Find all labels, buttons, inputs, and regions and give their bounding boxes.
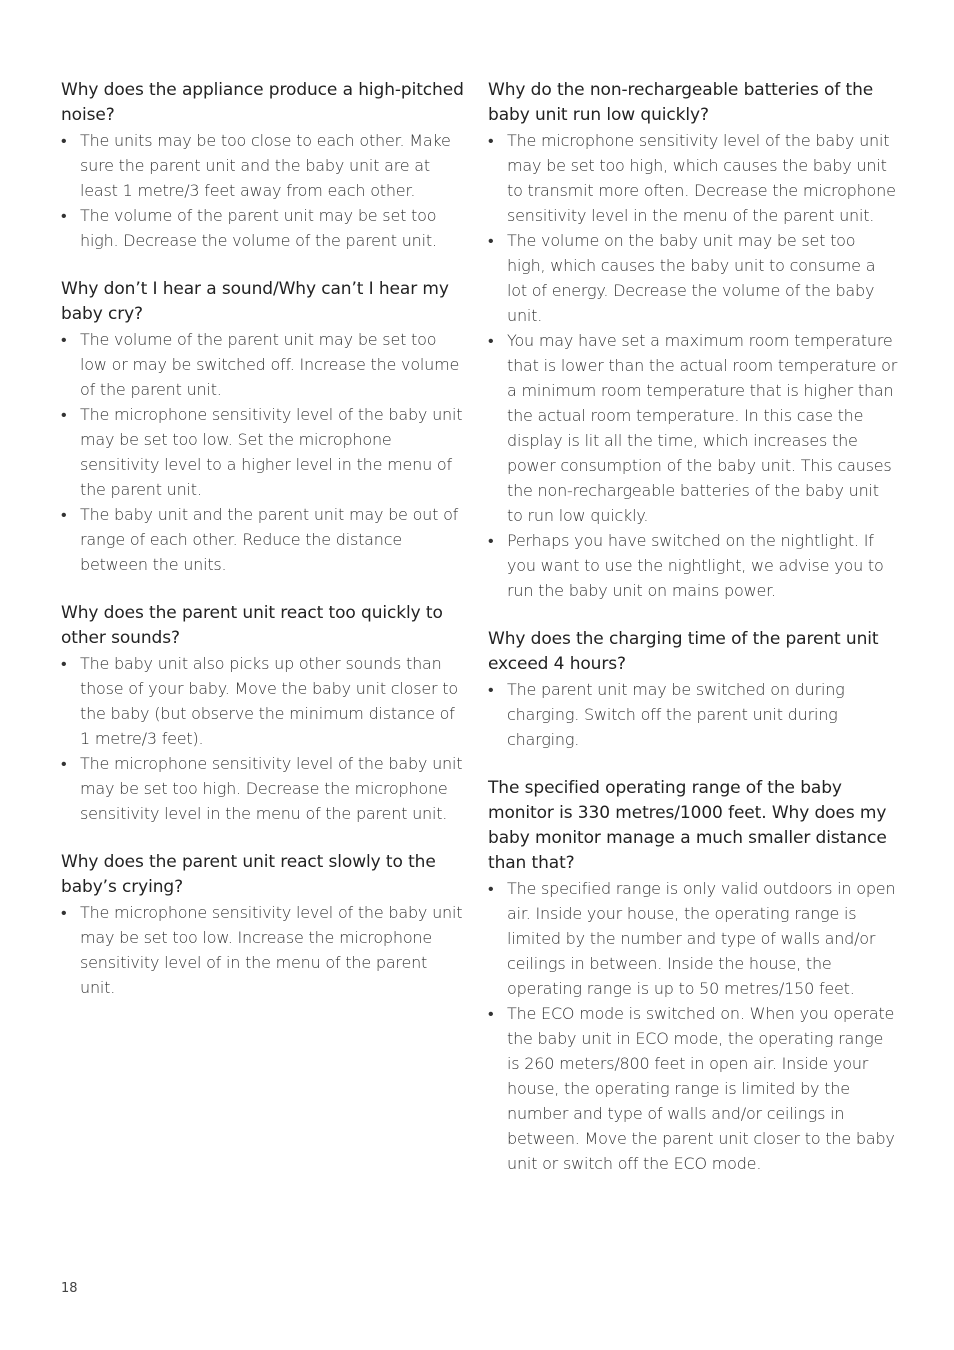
- faq-answer-item: [488, 1001, 898, 1176]
- bullet-icon: •: [488, 331, 494, 350]
- bullet-icon: •: [61, 754, 67, 773]
- faq-answer-text: The volume of the parent unit may be set too low or may be switched off. Increase the volume of the parent unit.: [80, 330, 460, 399]
- faq-answer-item: [61, 203, 467, 253]
- faq-section: [61, 601, 467, 826]
- right-column: [488, 78, 898, 1200]
- faq-answer-text: The microphone sensitivity level of the baby unit may be set too low. Set the microphone sensitivity level to a higher level in the menu of the parent unit.: [80, 405, 463, 499]
- page-number: 18: [61, 1281, 78, 1296]
- bullet-icon: •: [61, 330, 67, 349]
- faq-answer-text: The parent unit may be switched on during charging. Switch off the parent unit during charging.: [507, 680, 845, 749]
- bullet-icon: •: [61, 654, 67, 673]
- faq-answer-list: [488, 677, 898, 752]
- faq-answer-item: [488, 876, 898, 1001]
- faq-answer-list: [488, 876, 898, 1176]
- faq-section: [488, 776, 898, 1176]
- faq-section: [61, 78, 467, 253]
- faq-answer-list: [61, 128, 467, 253]
- bullet-icon: •: [488, 131, 494, 150]
- bullet-icon: •: [488, 531, 494, 550]
- faq-answer-list: [61, 327, 467, 577]
- faq-question: Why does the parent unit react slowly to the baby’s crying?: [61, 852, 436, 897]
- bullet-icon: •: [488, 680, 494, 699]
- bullet-icon: •: [61, 206, 67, 225]
- bullet-icon: •: [488, 231, 494, 250]
- faq-answer-item: [488, 528, 898, 603]
- faq-section: [488, 627, 898, 752]
- faq-answer-list: [61, 651, 467, 826]
- faq-answer-item: [488, 128, 898, 228]
- bullet-icon: •: [61, 903, 67, 922]
- faq-answer-text: The volume of the parent unit may be set too high. Decrease the volume of the parent unit.: [80, 206, 437, 250]
- bullet-icon: •: [61, 505, 67, 524]
- faq-answer-text: You may have set a maximum room temperature that is lower than the actual room temperature or a minimum room temperature that is higher than the actual room temperature. In this case the display is lit all the time, which increases the power consumption of the baby unit. This causes the non-rechargeable batteries of the baby unit to run low quickly.: [507, 331, 898, 525]
- faq-answer-text: The microphone sensitivity level of the baby unit may be set too low. Increase the microphone sensitivity level of in the menu of the parent unit.: [80, 903, 463, 997]
- faq-answer-text: The units may be too close to each other. Make sure the parent unit and the baby unit are at least 1 metre/3 feet away from each other.: [80, 131, 451, 200]
- bullet-icon: •: [488, 1004, 494, 1023]
- faq-answer-text: The microphone sensitivity level of the baby unit may be set too high, which causes the baby unit to transmit more often. Decrease the microphone sensitivity level in the menu of the parent unit.: [507, 131, 896, 225]
- left-column: [61, 78, 467, 1024]
- faq-answer-item: [488, 677, 898, 752]
- faq-answer-item: [488, 328, 898, 528]
- bullet-icon: •: [61, 405, 67, 424]
- faq-answer-item: [61, 900, 467, 1000]
- faq-answer-item: [488, 228, 898, 328]
- faq-answer-text: The volume on the baby unit may be set too high, which causes the baby unit to consume a lot of energy. Decrease the volume of the baby unit.: [507, 231, 876, 325]
- faq-section: [61, 850, 467, 1000]
- faq-answer-text: Perhaps you have switched on the nightlight. If you want to use the nightlight, we advise you to run the baby unit on mains power.: [507, 531, 884, 600]
- faq-section: [488, 78, 898, 603]
- bullet-icon: •: [488, 879, 494, 898]
- faq-answer-item: [61, 402, 467, 502]
- faq-question: Why do the non-rechargeable batteries of the baby unit run low quickly?: [488, 80, 874, 125]
- faq-answer-item: [61, 128, 467, 203]
- faq-answer-text: The specified range is only valid outdoors in open air. Inside your house, the operating range is limited by the number and type of walls and/or ceilings in between. Inside the house, the operating range is up to 50 metres/150 feet.: [507, 879, 896, 998]
- faq-section: [61, 277, 467, 577]
- faq-question: Why does the charging time of the parent unit exceed 4 hours?: [488, 629, 879, 674]
- faq-question: The specified operating range of the baby monitor is 330 metres/1000 feet. Why does my baby monitor manage a much smaller distance than that?: [488, 778, 887, 873]
- faq-answer-item: [61, 327, 467, 402]
- faq-question: Why does the parent unit react too quickly to other sounds?: [61, 603, 443, 648]
- faq-answer-text: The baby unit and the parent unit may be out of range of each other. Reduce the distance between the units.: [80, 505, 459, 574]
- faq-answer-text: The microphone sensitivity level of the baby unit may be set too high. Decrease the microphone sensitivity level in the menu of the parent unit.: [80, 754, 463, 823]
- faq-answer-list: [488, 128, 898, 603]
- faq-answer-item: [61, 751, 467, 826]
- faq-question: Why don’t I hear a sound/Why can’t I hear my baby cry?: [61, 279, 449, 324]
- faq-answer-list: [61, 900, 467, 1000]
- faq-answer-item: [61, 651, 467, 751]
- faq-answer-item: [61, 502, 467, 577]
- faq-question: Why does the appliance produce a high-pitched noise?: [61, 80, 464, 125]
- faq-answer-text: The ECO mode is switched on. When you operate the baby unit in ECO mode, the operating range is 260 meters/800 feet in open air. Inside your house, the operating range is limited by the number and type of walls and/or ceilings in between. Move the parent unit closer to the baby unit or switch off the ECO mode.: [507, 1004, 895, 1173]
- bullet-icon: •: [61, 131, 67, 150]
- faq-answer-text: The baby unit also picks up other sounds than those of your baby. Move the baby unit closer to the baby (but observe the minimum distance of 1 metre/3 feet).: [80, 654, 458, 748]
